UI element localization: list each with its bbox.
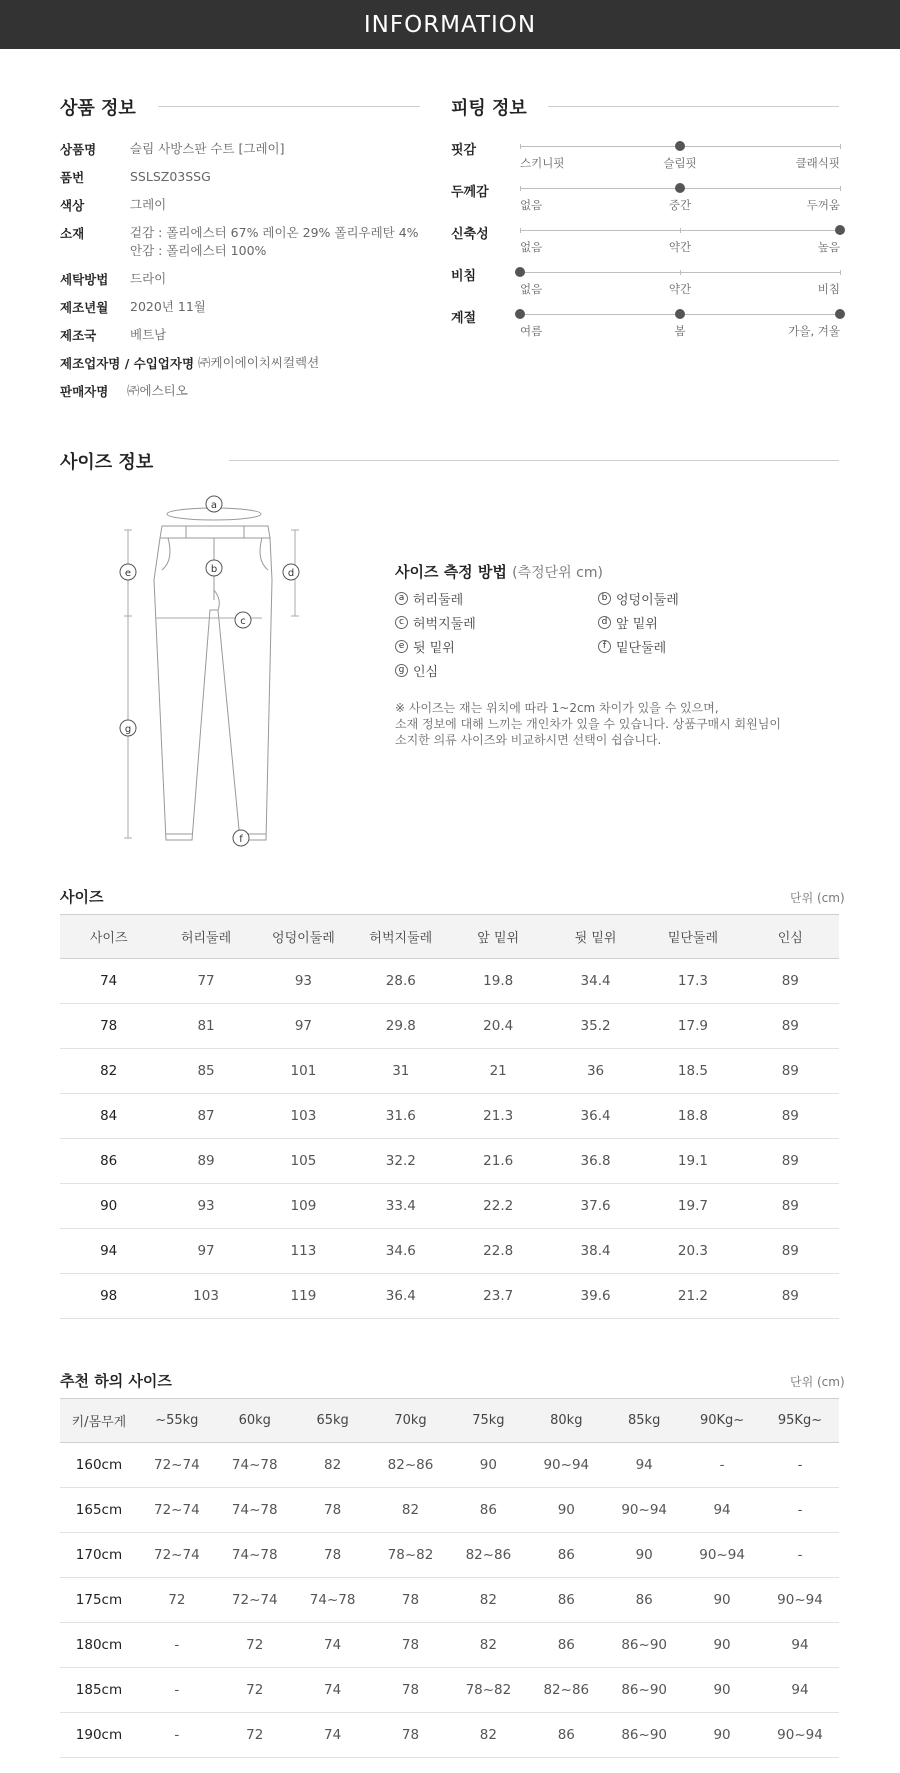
fitting-selected-dot: [675, 309, 685, 319]
table-cell: 82~86: [449, 1533, 527, 1578]
table-cell: 22.8: [450, 1229, 547, 1274]
table-cell: 74: [294, 1713, 372, 1758]
table-cell: 72~74: [216, 1578, 294, 1623]
measure-item-b: b 엉덩이둘레: [598, 589, 679, 608]
table-header-cell: 85kg: [605, 1399, 683, 1443]
table-cell: 90: [605, 1533, 683, 1578]
table-row: [60, 1004, 839, 1049]
size-table-header: [60, 915, 839, 959]
table-cell: 78: [372, 1668, 450, 1713]
table-cell: 74: [294, 1623, 372, 1668]
table-cell: 82: [449, 1623, 527, 1668]
table-cell: 72: [216, 1713, 294, 1758]
table-cell: 37.6: [547, 1184, 644, 1229]
size-table-title: 사이즈: [60, 888, 104, 906]
table-row: [60, 1488, 839, 1533]
table-header-cell: 뒷 밑위: [547, 915, 644, 959]
fitting-selected-dot: [675, 183, 685, 193]
product-info-title: 상품 정보: [60, 98, 136, 119]
table-cell: 170cm: [60, 1533, 138, 1578]
table-cell: 94: [60, 1229, 157, 1274]
table-cell: 82: [294, 1443, 372, 1488]
diagram-letter-a: a: [210, 500, 218, 511]
table-cell: 72~74: [138, 1488, 216, 1533]
table-header-cell: 90Kg~: [683, 1399, 761, 1443]
recommend-table-header: [60, 1399, 839, 1443]
product-info-row-material: 소재 겉감 : 폴리에스터 67% 레이온 29% 폴리우레탄 4% 안감 : 폴리에스터 100%: [60, 225, 419, 258]
recommend-table-title: 추천 하의 사이즈: [60, 1372, 172, 1390]
fitting-selected-dot: [835, 225, 845, 235]
table-cell: 93: [255, 959, 352, 1004]
size-table-unit: 단위 (cm): [790, 891, 845, 905]
table-cell: 74: [60, 959, 157, 1004]
fitting-row-label: 신축성: [451, 227, 489, 242]
table-cell: 190cm: [60, 1713, 138, 1758]
table-cell: 38.4: [547, 1229, 644, 1274]
pants-diagram: [110, 490, 320, 850]
table-cell: 31.6: [352, 1094, 449, 1139]
table-cell: 90: [683, 1623, 761, 1668]
table-cell: 89: [157, 1139, 254, 1184]
table-cell: 78~82: [449, 1668, 527, 1713]
product-info-row-manufacturer: 제조업자명 / 수입업자명 ㈜케이에이치씨컬렉션: [60, 355, 320, 371]
table-row: [60, 1274, 839, 1319]
table-cell: 74: [294, 1668, 372, 1713]
table-cell: 90: [527, 1488, 605, 1533]
product-info-row-color: 색상 그레이: [60, 197, 167, 213]
fitting-option-label: 없음: [520, 198, 543, 212]
table-header-cell: 60kg: [216, 1399, 294, 1443]
table-cell: 90~94: [761, 1713, 839, 1758]
table-cell: 90~94: [761, 1578, 839, 1623]
table-cell: 86: [60, 1139, 157, 1184]
fitting-scale-track: [520, 230, 840, 231]
table-cell: -: [761, 1443, 839, 1488]
fitting-row-label: 계절: [451, 311, 477, 326]
table-cell: 74~78: [216, 1443, 294, 1488]
table-cell: 86: [527, 1623, 605, 1668]
table-cell: 105: [255, 1139, 352, 1184]
table-row: [60, 1533, 839, 1578]
table-cell: 101: [255, 1049, 352, 1094]
product-info-divider: [158, 106, 420, 107]
table-row: [60, 1184, 839, 1229]
table-cell: 86~90: [605, 1668, 683, 1713]
table-cell: 82: [449, 1578, 527, 1623]
table-cell: 89: [742, 1004, 839, 1049]
table-row: [60, 1139, 839, 1184]
table-cell: 113: [255, 1229, 352, 1274]
table-header-cell: 80kg: [527, 1399, 605, 1443]
table-cell: 19.7: [644, 1184, 741, 1229]
measure-item-e: e 뒷 밑위: [395, 637, 455, 656]
table-cell: 78: [372, 1713, 450, 1758]
table-cell: -: [761, 1533, 839, 1578]
table-cell: -: [683, 1443, 761, 1488]
table-row: [60, 1049, 839, 1094]
measure-item-c: c 허벅지둘레: [395, 613, 476, 632]
table-cell: 82: [449, 1713, 527, 1758]
table-cell: 86: [527, 1533, 605, 1578]
table-cell: 86: [527, 1713, 605, 1758]
fitting-scale-tick: [840, 186, 841, 191]
table-header-cell: 65kg: [294, 1399, 372, 1443]
fitting-selected-dot: [675, 141, 685, 151]
table-cell: 103: [255, 1094, 352, 1139]
product-info-row-seller: 판매자명 ㈜에스티오: [60, 383, 188, 399]
table-cell: 32.2: [352, 1139, 449, 1184]
table-row: [60, 1443, 839, 1488]
table-cell: 78: [60, 1004, 157, 1049]
fitting-selected-dot: [515, 309, 525, 319]
fitting-row-label: 두께감: [451, 185, 489, 200]
table-cell: 72~74: [138, 1443, 216, 1488]
measure-item-d: d 앞 밑위: [598, 613, 658, 632]
table-cell: 90~94: [605, 1488, 683, 1533]
table-cell: 185cm: [60, 1668, 138, 1713]
table-cell: 78: [372, 1623, 450, 1668]
table-cell: 86~90: [605, 1713, 683, 1758]
table-cell: 175cm: [60, 1578, 138, 1623]
table-cell: 84: [60, 1094, 157, 1139]
table-cell: 90: [449, 1443, 527, 1488]
table-cell: 90~94: [683, 1533, 761, 1578]
table-cell: 21.3: [450, 1094, 547, 1139]
fitting-row-label: 비침: [451, 269, 477, 284]
table-cell: 23.7: [450, 1274, 547, 1319]
fitting-option-label: 슬림핏: [663, 156, 697, 170]
table-header-cell: 허벅지둘레: [352, 915, 449, 959]
table-cell: 19.8: [450, 959, 547, 1004]
fitting-scale-track: [520, 272, 840, 273]
table-cell: 78: [294, 1488, 372, 1533]
table-cell: 74~78: [216, 1533, 294, 1578]
table-header-cell: 75kg: [449, 1399, 527, 1443]
table-header-cell: 앞 밑위: [450, 915, 547, 959]
table-cell: 29.8: [352, 1004, 449, 1049]
table-cell: 33.4: [352, 1184, 449, 1229]
table-cell: 119: [255, 1274, 352, 1319]
table-cell: -: [138, 1623, 216, 1668]
table-cell: 165cm: [60, 1488, 138, 1533]
table-header-cell: 95Kg~: [761, 1399, 839, 1443]
fitting-scale-tick: [520, 144, 521, 149]
table-cell: 89: [742, 1229, 839, 1274]
table-cell: 86: [605, 1578, 683, 1623]
diagram-letter-e: e: [124, 568, 132, 579]
product-info-row-date: 제조년월 2020년 11월: [60, 299, 206, 315]
table-cell: 81: [157, 1004, 254, 1049]
table-cell: 89: [742, 1274, 839, 1319]
page-header: [0, 0, 900, 49]
table-header-cell: 인심: [742, 915, 839, 959]
table-cell: 21: [450, 1049, 547, 1094]
table-cell: 97: [157, 1229, 254, 1274]
fitting-scale-tick: [680, 270, 681, 275]
table-cell: 85: [157, 1049, 254, 1094]
table-cell: -: [761, 1488, 839, 1533]
table-row: [60, 959, 839, 1004]
size-table: [60, 914, 839, 1319]
table-cell: 36.8: [547, 1139, 644, 1184]
table-cell: 87: [157, 1094, 254, 1139]
table-cell: 89: [742, 1094, 839, 1139]
table-cell: 36.4: [352, 1274, 449, 1319]
table-cell: 109: [255, 1184, 352, 1229]
fitting-row-label: 핏감: [451, 143, 477, 158]
table-cell: 180cm: [60, 1623, 138, 1668]
table-cell: 31: [352, 1049, 449, 1094]
table-header-cell: ~55kg: [138, 1399, 216, 1443]
fitting-option-label: 비침: [817, 282, 840, 296]
table-row: [60, 1713, 839, 1758]
table-cell: 90: [60, 1184, 157, 1229]
table-cell: 103: [157, 1274, 254, 1319]
diagram-letter-g: g: [124, 724, 132, 735]
size-note: ※ 사이즈는 재는 위치에 따라 1~2cm 차이가 있을 수 있으며, 소재 정보에 대해 느끼는 개인차가 있을 수 있습니다. 상품구매시 회원님이 소지한 의류 사이즈와 비교하시면 선택이 쉽습니다.: [395, 701, 781, 747]
table-cell: 21.6: [450, 1139, 547, 1184]
table-header-cell: 허리둘레: [157, 915, 254, 959]
table-cell: 78: [294, 1533, 372, 1578]
table-cell: 18.8: [644, 1094, 741, 1139]
table-cell: 34.6: [352, 1229, 449, 1274]
table-cell: 90~94: [527, 1443, 605, 1488]
fitting-scale-track: [520, 146, 840, 147]
fitting-option-label: 두꺼움: [806, 198, 840, 212]
table-cell: 82~86: [372, 1443, 450, 1488]
table-cell: 74~78: [216, 1488, 294, 1533]
table-header-cell: 키/몸무게: [60, 1399, 138, 1443]
fitting-option-label: 여름: [520, 324, 543, 338]
table-cell: 78~82: [372, 1533, 450, 1578]
table-cell: 17.9: [644, 1004, 741, 1049]
measure-unit: (측정단위 cm): [512, 565, 603, 581]
table-cell: 86: [527, 1578, 605, 1623]
fitting-info-title: 피팅 정보: [451, 98, 527, 119]
table-cell: 93: [157, 1184, 254, 1229]
fitting-info-divider: [548, 106, 839, 107]
size-info-divider: [229, 460, 839, 461]
table-cell: 20.4: [450, 1004, 547, 1049]
table-cell: -: [138, 1668, 216, 1713]
table-cell: 28.6: [352, 959, 449, 1004]
measure-method-title: 사이즈 측정 방법 (측정단위 cm): [395, 563, 603, 581]
fitting-option-label: 없음: [520, 282, 543, 296]
fitting-option-label: 봄: [674, 324, 686, 338]
fitting-option-label: 스키니핏: [520, 156, 565, 170]
fitting-scale-tick: [840, 270, 841, 275]
table-cell: 90: [683, 1713, 761, 1758]
recommend-table-unit: 단위 (cm): [790, 1375, 845, 1389]
table-cell: 89: [742, 1184, 839, 1229]
fitting-scale-tick: [520, 186, 521, 191]
table-cell: 78: [372, 1578, 450, 1623]
table-cell: 19.1: [644, 1139, 741, 1184]
measure-item-a: a 허리둘레: [395, 589, 463, 608]
fitting-option-label: 가을, 겨울: [788, 324, 840, 338]
fitting-option-label: 없음: [520, 240, 543, 254]
table-header-cell: 70kg: [372, 1399, 450, 1443]
table-cell: 22.2: [450, 1184, 547, 1229]
fitting-selected-dot: [835, 309, 845, 319]
table-cell: 34.4: [547, 959, 644, 1004]
table-cell: 82: [60, 1049, 157, 1094]
table-cell: 98: [60, 1274, 157, 1319]
table-header-cell: 밑단둘레: [644, 915, 741, 959]
table-row: [60, 1578, 839, 1623]
table-cell: 72: [216, 1668, 294, 1713]
product-info-row-country: 제조국 베트남: [60, 327, 167, 343]
table-cell: 82~86: [527, 1668, 605, 1713]
table-header-cell: 엉덩이둘레: [255, 915, 352, 959]
table-cell: 35.2: [547, 1004, 644, 1049]
size-info-title: 사이즈 정보: [60, 452, 154, 473]
table-row: [60, 1094, 839, 1139]
fitting-option-label: 약간: [668, 240, 692, 254]
table-cell: 17.3: [644, 959, 741, 1004]
table-cell: 72~74: [138, 1533, 216, 1578]
table-cell: 36: [547, 1049, 644, 1094]
product-info-row-code: 품번 SSLSZ03SSG: [60, 169, 211, 185]
table-cell: 89: [742, 1049, 839, 1094]
table-cell: 89: [742, 959, 839, 1004]
measure-item-f: f 밑단둘레: [598, 637, 666, 656]
recommend-table: [60, 1398, 839, 1758]
table-cell: 94: [683, 1488, 761, 1533]
fitting-scale-tick: [520, 228, 521, 233]
table-cell: 94: [605, 1443, 683, 1488]
table-row: [60, 1229, 839, 1274]
table-cell: 74~78: [294, 1578, 372, 1623]
fitting-option-label: 중간: [668, 198, 692, 212]
fitting-scale-tick: [840, 144, 841, 149]
table-cell: 86: [449, 1488, 527, 1533]
table-cell: 89: [742, 1139, 839, 1184]
table-cell: 39.6: [547, 1274, 644, 1319]
fitting-option-label: 약간: [668, 282, 692, 296]
table-cell: 90: [683, 1578, 761, 1623]
header-title: INFORMATION: [363, 11, 537, 38]
table-cell: 94: [761, 1623, 839, 1668]
table-cell: 90: [683, 1668, 761, 1713]
diagram-letter-b: b: [210, 564, 218, 575]
fitting-scale-tick: [680, 228, 681, 233]
fitting-option-label: 클래식핏: [795, 156, 840, 170]
table-cell: -: [138, 1713, 216, 1758]
table-cell: 20.3: [644, 1229, 741, 1274]
fitting-scale-track: [520, 314, 840, 315]
table-cell: 77: [157, 959, 254, 1004]
table-cell: 86~90: [605, 1623, 683, 1668]
table-cell: 94: [761, 1668, 839, 1713]
diagram-letter-c: c: [240, 616, 246, 627]
table-cell: 72: [138, 1578, 216, 1623]
diagram-letter-d: d: [287, 568, 295, 579]
product-info-row-name: 상품명 슬림 사방스판 수트 [그레이]: [60, 141, 285, 157]
measure-item-g: g 인심: [395, 661, 438, 680]
table-cell: 97: [255, 1004, 352, 1049]
table-cell: 160cm: [60, 1443, 138, 1488]
fitting-selected-dot: [515, 267, 525, 277]
table-cell: 21.2: [644, 1274, 741, 1319]
table-cell: 18.5: [644, 1049, 741, 1094]
table-row: [60, 1623, 839, 1668]
table-cell: 82: [372, 1488, 450, 1533]
fitting-scale-track: [520, 188, 840, 189]
fitting-option-label: 높음: [817, 240, 840, 254]
diagram-letter-f: f: [239, 834, 243, 845]
table-cell: 72: [216, 1623, 294, 1668]
table-cell: 36.4: [547, 1094, 644, 1139]
product-info-row-washing: 세탁방법 드라이: [60, 271, 167, 287]
table-row: [60, 1668, 839, 1713]
table-header-cell: 사이즈: [60, 915, 157, 959]
